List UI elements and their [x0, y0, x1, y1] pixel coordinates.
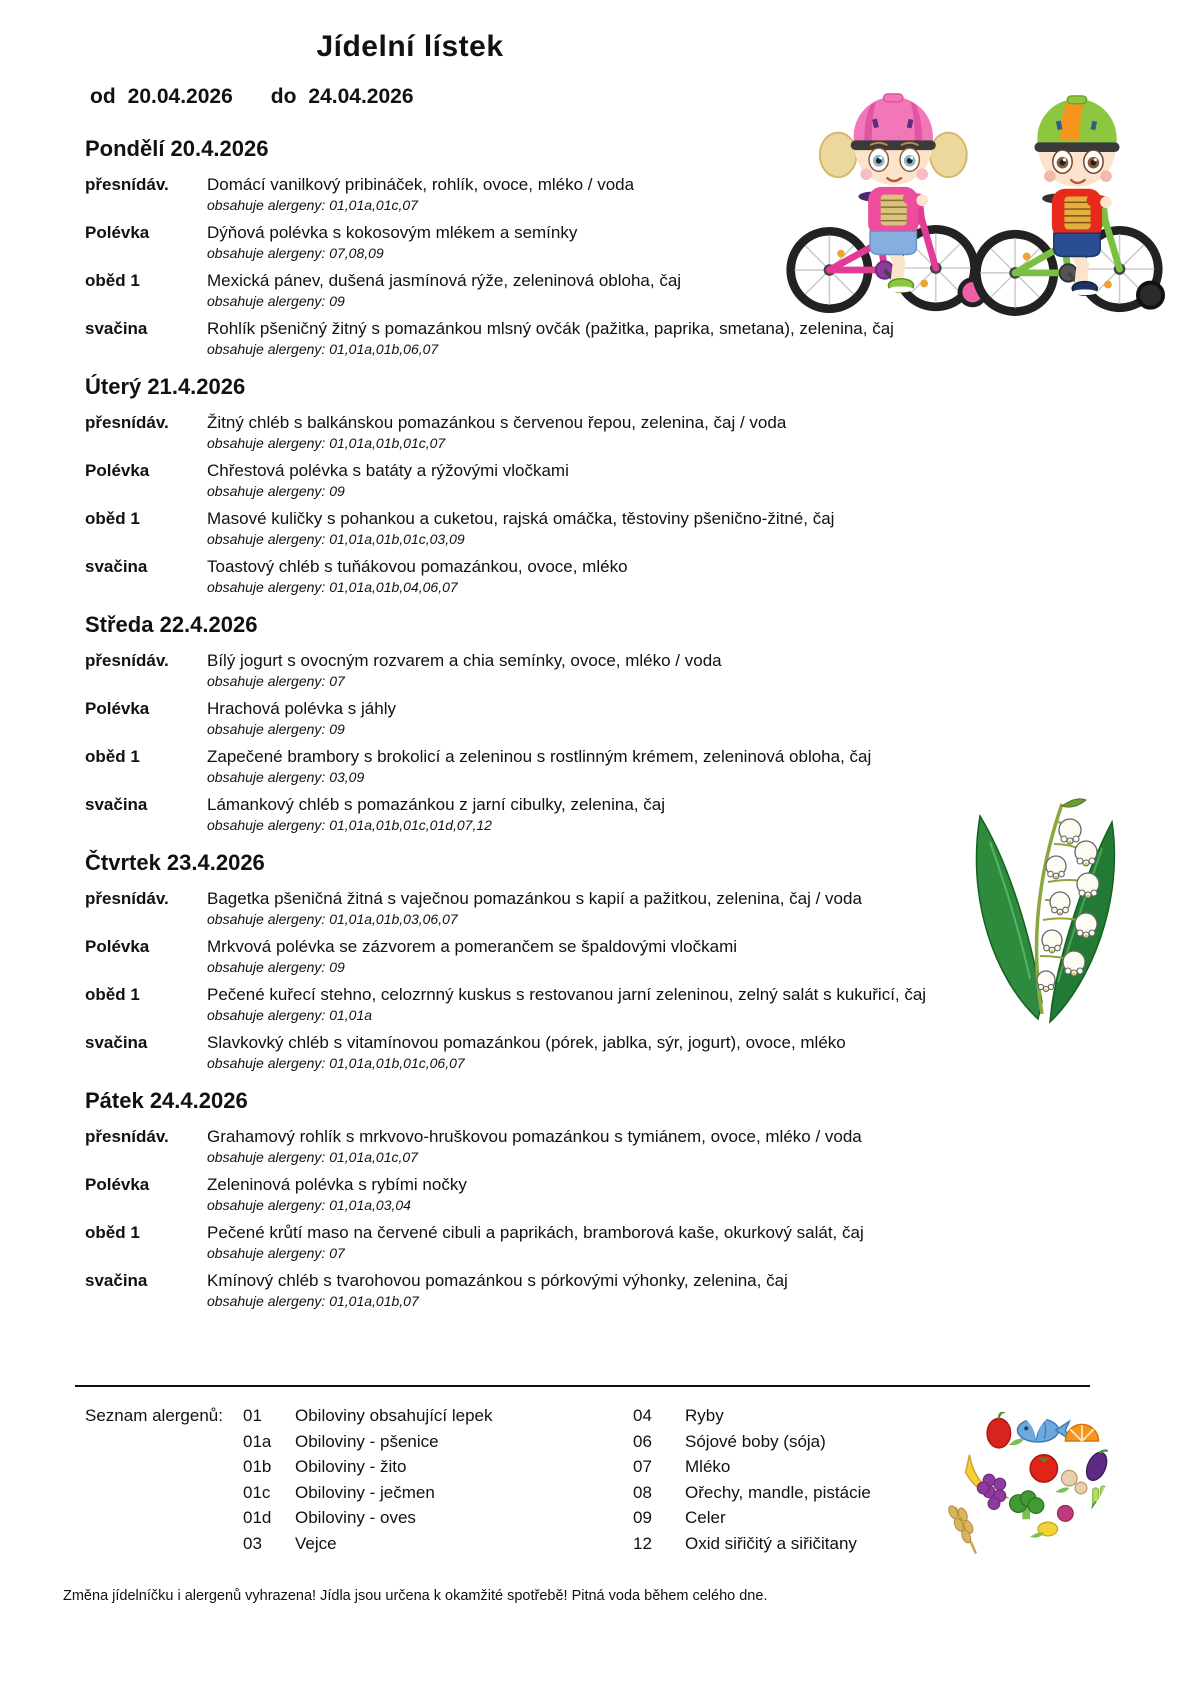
radish [1058, 1506, 1074, 1522]
dish-text: Pečené krůtí maso na červené cibuli a paprikách, bramborová kaše, okurkový salát, čaj [207, 1223, 864, 1242]
dish-text: Chřestová polévka s batáty a rýžovými vločkami [207, 461, 569, 480]
allergen-note: obsahuje alergeny: 01,01a,01b,01c,07 [207, 435, 446, 451]
allergen-entry [243, 1480, 633, 1506]
menu-row [85, 1222, 1097, 1270]
allergen-entry [243, 1505, 633, 1531]
meal-type-label: Polévka [85, 937, 150, 956]
menu-row [85, 460, 1097, 508]
allergen-code: 09 [633, 1508, 652, 1527]
meal-body [207, 460, 1097, 508]
meal-type-label: svačina [85, 319, 148, 338]
allergen-note: obsahuje alergeny: 01,01a,01c,07 [207, 1149, 418, 1165]
allergen-name: Obiloviny obsahující lepek [295, 1406, 493, 1425]
day-heading: Čtvrtek 23.4.2026 [85, 850, 265, 875]
meal-body [207, 984, 1097, 1032]
dish-text: Pečené kuřecí stehno, celozrnný kuskus s restovanou jarní zeleninou, zelný salát s kukuřicí, čaj [207, 985, 927, 1004]
allergen-code: 01c [243, 1482, 271, 1502]
allergen-note: obsahuje alergeny: 01,01a,01b,07 [207, 1293, 419, 1309]
dish-text: Slavkovký chléb s vitamínovou pomazánkou (pórek, jablka, sýr, jogurt), ovoce, mléko [207, 1033, 846, 1052]
allergen-note: obsahuje alergeny: 01,01a,01b,06,07 [207, 341, 439, 357]
allergen-code: 08 [633, 1482, 652, 1502]
red-pepper [987, 1419, 1010, 1448]
meal-type-label: svačina [85, 1271, 148, 1290]
meal-type-label: přesnídáv. [85, 651, 169, 670]
allergen-entry [243, 1403, 633, 1429]
separator-rule [75, 1385, 1090, 1387]
dish-text: Kmínový chléb s tvarohovou pomazánkou s pórkovými výhonky, zelenina, čaj [207, 1271, 788, 1290]
allergen-note: obsahuje alergeny: 09 [207, 721, 345, 737]
date-to-label: do [270, 85, 297, 108]
meal-body [207, 174, 1097, 222]
allergen-code: 01d [243, 1508, 272, 1527]
allergen-legend [85, 1403, 871, 1556]
allergen-note: obsahuje alergeny: 01,01a [207, 1007, 373, 1023]
dish-text: Zeleninová polévka s rybími nočky [207, 1175, 467, 1194]
meal-body [207, 1270, 1097, 1318]
allergen-entry [243, 1531, 633, 1557]
allergen-name: Vejce [295, 1533, 337, 1553]
allergen-entry [633, 1505, 871, 1531]
allergen-entry [633, 1429, 871, 1455]
menu-row [85, 984, 1097, 1032]
allergen-note: obsahuje alergeny: 01,01a,01b,01c,06,07 [207, 1055, 465, 1071]
dish-text: Domácí vanilkový pribináček, rohlík, ovoce, mléko / voda [207, 175, 635, 194]
allergen-code: 01b [243, 1457, 272, 1476]
page-title: Jídelní lístek [316, 30, 504, 63]
allergen-note: obsahuje alergeny: 07 [207, 673, 345, 689]
allergen-entry [633, 1531, 871, 1557]
meal-body [207, 1126, 1097, 1174]
meal-type-label: Polévka [85, 461, 150, 480]
meal-body [207, 508, 1097, 556]
meal-type-label: přesnídáv. [85, 413, 169, 432]
allergen-entry [243, 1454, 633, 1480]
dish-text: Bílý jogurt s ovocným rozvarem a chia semínky, ovoce, mléko / voda [207, 651, 722, 670]
menu-row [85, 888, 1097, 936]
allergen-note: obsahuje alergeny: 09 [207, 959, 345, 975]
dish-text: Lámankový chléb s pomazánkou z jarní cibulky, zelenina, čaj [207, 795, 665, 814]
menu-row [85, 1174, 1097, 1222]
meal-body [207, 412, 1097, 460]
dish-text: Žitný chléb s balkánskou pomazánkou s červenou řepou, zelenina, čaj / voda [207, 413, 787, 432]
day-section-tuesday [85, 374, 1097, 604]
allergen-code: 03 [243, 1533, 262, 1553]
dish-text: Mexická pánev, dušená jasmínová rýže, zeleninová obloha, čaj [207, 271, 682, 290]
allergen-code: 01a [243, 1431, 272, 1451]
dish-text: Bagetka pšeničná žitná s vaječnou pomazánkou s kapií a pažitkou, zelenina, čaj / voda [207, 889, 862, 908]
allergen-note: obsahuje alergeny: 01,01a,03,04 [207, 1197, 411, 1213]
wheat-sprig [948, 1501, 983, 1556]
meal-body [207, 1222, 1097, 1270]
vegetable-heart-icon [948, 1398, 1124, 1574]
meal-type-label: oběd 1 [85, 747, 140, 766]
allergen-note: obsahuje alergeny: 01,01a,01b,01c,01d,07,12 [207, 817, 492, 833]
allergen-entry [633, 1480, 871, 1506]
day-heading: Středa 22.4.2026 [85, 612, 258, 637]
menu-row [85, 270, 1097, 318]
meal-body [207, 1174, 1097, 1222]
menu-row [85, 1270, 1097, 1318]
meal-body [207, 222, 1097, 270]
menu-row [85, 174, 1097, 222]
day-section-wednesday [85, 612, 1097, 842]
allergen-name: Obiloviny - pšenice [295, 1431, 439, 1451]
allergen-note: obsahuje alergeny: 03,09 [207, 769, 365, 785]
allergen-code: 04 [633, 1406, 652, 1425]
allergen-note: obsahuje alergeny: 01,01a,01c,07 [207, 197, 418, 213]
allergen-name: Obiloviny - ječmen [295, 1482, 435, 1502]
vegetable-heart-illustration [948, 1398, 1124, 1574]
allergen-entry [243, 1429, 633, 1455]
allergen-name: Obiloviny - oves [295, 1508, 416, 1527]
dish-text: Dýňová polévka s kokosovým mlékem a semínky [207, 223, 578, 242]
meal-body [207, 936, 1097, 984]
meal-body [207, 698, 1097, 746]
allergen-note: obsahuje alergeny: 07 [207, 1245, 345, 1261]
day-heading: Pátek 24.4.2026 [85, 1088, 248, 1113]
menu-row [85, 1126, 1097, 1174]
allergen-column-right [633, 1403, 871, 1556]
meal-body [207, 746, 1097, 794]
allergen-code: 12 [633, 1533, 652, 1553]
allergen-name: Obiloviny - žito [295, 1457, 407, 1476]
meal-type-label: přesnídáv. [85, 889, 169, 908]
day-heading: Úterý 21.4.2026 [85, 374, 246, 399]
allergen-name: Ořechy, mandle, pistácie [685, 1482, 871, 1502]
allergen-note: obsahuje alergeny: 01,01a,01b,03,06,07 [207, 911, 458, 927]
day-section-thursday [85, 850, 1097, 1080]
allergen-note: obsahuje alergeny: 01,01a,01b,01c,03,09 [207, 531, 465, 547]
meal-type-label: svačina [85, 1033, 148, 1052]
dish-text: Hrachová polévka s jáhly [207, 699, 396, 718]
dish-text: Zapečené brambory s brokolicí a zeleninou s rostlinným krémem, zeleninová obloha, čaj [207, 747, 872, 766]
date-from-label: od [90, 85, 116, 108]
meal-body [207, 318, 1097, 366]
meal-body [207, 794, 1097, 842]
allergen-name: Ryby [685, 1406, 724, 1425]
meal-body [207, 270, 1097, 318]
tomato [1030, 1455, 1057, 1482]
menu-row [85, 556, 1097, 604]
menu-row [85, 1032, 1097, 1080]
meal-type-label: oběd 1 [85, 985, 140, 1004]
meal-type-label: oběd 1 [85, 271, 140, 290]
menu-row [85, 650, 1097, 698]
meal-type-label: Polévka [85, 1175, 150, 1194]
footer-disclaimer: Změna jídelníčku i alergenů vyhrazena! Jídla jsou určena k okamžité spotřebě! Pitná voda během celého dne. [63, 1588, 768, 1604]
allergen-name: Celer [685, 1508, 726, 1527]
meal-type-label: svačina [85, 557, 148, 576]
dish-text: Grahamový rohlík s mrkvovo-hruškovou pomazánkou s tymiánem, ovoce, mléko / voda [207, 1127, 862, 1146]
meal-type-label: oběd 1 [85, 509, 140, 528]
meal-body [207, 1032, 1097, 1080]
allergen-legend-heading: Seznam alergenů: [85, 1406, 223, 1425]
menu-row [85, 746, 1097, 794]
day-heading: Pondělí 20.4.2026 [85, 136, 269, 161]
meal-type-label: přesnídáv. [85, 1127, 169, 1146]
menu-row [85, 508, 1097, 556]
date-to-value: 24.04.2026 [308, 85, 414, 108]
meal-type-label: přesnídáv. [85, 175, 169, 194]
allergen-code: 07 [633, 1457, 652, 1476]
date-range [90, 85, 414, 109]
day-section-monday [85, 136, 1097, 366]
meal-body [207, 556, 1097, 604]
allergen-entry [633, 1454, 871, 1480]
meal-type-label: Polévka [85, 223, 150, 242]
allergen-code: 06 [633, 1431, 652, 1451]
menu-row [85, 412, 1097, 460]
meal-type-label: oběd 1 [85, 1223, 140, 1242]
meal-body [207, 888, 1097, 936]
allergen-note: obsahuje alergeny: 07,08,09 [207, 245, 384, 261]
allergen-entry [633, 1403, 871, 1429]
allergen-note: obsahuje alergeny: 09 [207, 483, 345, 499]
meal-type-label: Polévka [85, 699, 150, 718]
menu-row [85, 222, 1097, 270]
menu-row [85, 794, 1097, 842]
weekly-menu [85, 136, 1097, 1326]
allergen-column-left [243, 1403, 633, 1556]
allergen-name: Oxid siřičitý a siřičitany [685, 1533, 857, 1553]
allergen-note: obsahuje alergeny: 01,01a,01b,04,06,07 [207, 579, 458, 595]
allergen-name: Mléko [685, 1457, 731, 1476]
dish-text: Masové kuličky s pohankou a cuketou, rajská omáčka, těstoviny pšenično-žitné, čaj [207, 509, 835, 528]
menu-row [85, 936, 1097, 984]
meal-body [207, 650, 1097, 698]
menu-row [85, 318, 1097, 366]
menu-row [85, 698, 1097, 746]
allergen-note: obsahuje alergeny: 09 [207, 293, 345, 309]
allergen-code: 01 [243, 1406, 262, 1425]
day-section-friday [85, 1088, 1097, 1318]
dish-text: Rohlík pšeničný žitný s pomazánkou mlsný ovčák (pažitka, paprika, smetana), zelenina, čaj [207, 319, 894, 338]
dish-text: Toastový chléb s tuňákovou pomazánkou, ovoce, mléko [207, 557, 628, 576]
meal-type-label: svačina [85, 795, 148, 814]
date-from-value: 20.04.2026 [127, 85, 233, 108]
allergen-name: Sójové boby (sója) [685, 1431, 826, 1451]
dish-text: Mrkvová polévka se zázvorem a pomerančem se špaldovými vločkami [207, 937, 738, 956]
